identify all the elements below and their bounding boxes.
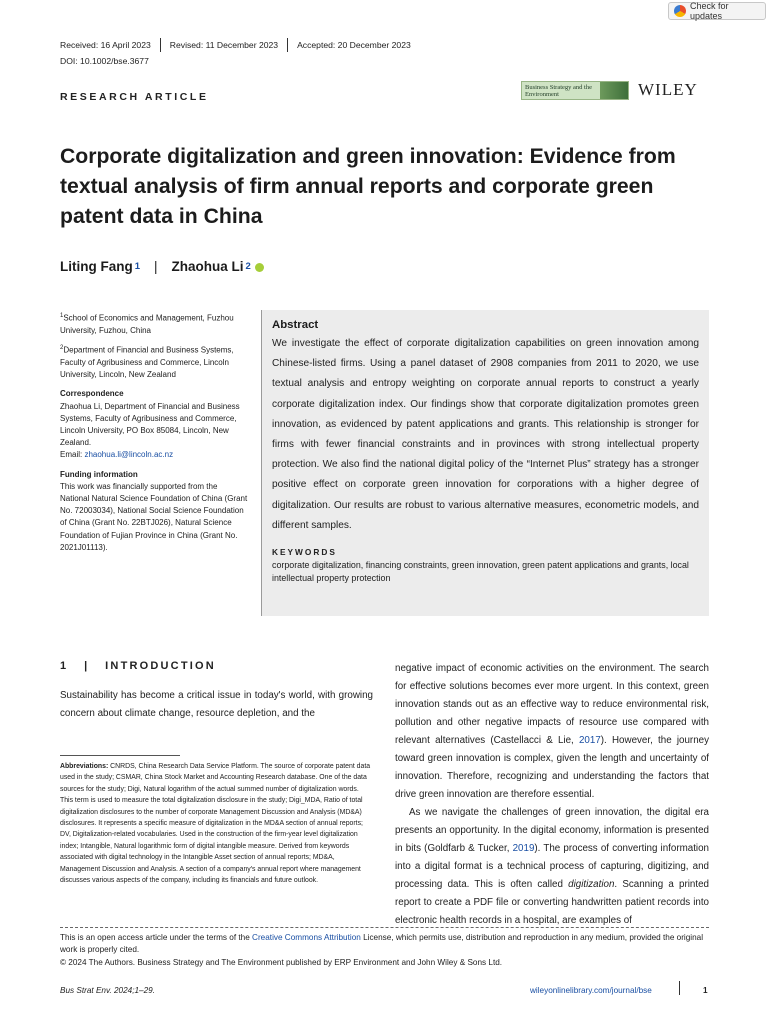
journal-logo: [521, 81, 629, 100]
crossmark-icon: [674, 5, 686, 17]
funding-text: This work was financially supported from the National Natural Science Foundation of China (Grant No. 72003034), National Social Science Foundation of China (Grant No. 22BTJ026), Natural Science Foundation of Fujian Province in China (Grant No. 2021J01113).: [60, 481, 248, 552]
article-dates: [60, 38, 420, 52]
body-text-column-1: Sustainability has become a critical issue in today's world, with growing concern about climate change, resource depletion, and the: [60, 690, 373, 719]
paragraph: negative impact of economic activities on the environment. The search for effective solutions becomes ever more urgent. In this context, green innovation stands out as an effective way to reduce environmental risk, pollution and other negative impacts of resource use compared with relevant alternatives (Castellacci & Lie, 2017). However, the journey toward green innovation is complex, given the length and uncertainty of innovation. Therefore, recognizing and understanding the factors that drive green innovation are therefore essential.: [395, 663, 709, 800]
abstract-body: We investigate the effect of corporate digitalization capabilities on green innovation among Chinese-listed firms. Using a panel dataset of 2908 companies from 2011 to 2020, we use textual analysis and entropy weighting on corporate annual reports to construct a yearly corporate digitalization index. Our findings show that corporate digitalization promotes green innovation, as evidenced by patent applications and grants. This relationship is stronger for firms with fewer financial constraints and in provinces with strong intellectual property protection. We also find the national digital policy of the “Internet Plus” strategy has a stronger positive effect on corporate green innovation for corporations with a higher degree of digitalization. Our results are robust to various alternative measures, econometric models, and different samples.: [272, 338, 699, 531]
keywords-heading: KEYWORDS: [272, 547, 337, 558]
correspondence-text: Zhaohua Li, Department of Financial and Business Systems, Faculty of Agribusiness and Commerce, Lincoln University, PO Box 85084, Lincoln, New Zealand. Email: zhaohua.li@lincoln.ac.nz: [60, 401, 240, 460]
publisher-logo: WILEY: [638, 80, 698, 99]
accepted-date: Accepted: 20 December 2023: [297, 40, 411, 50]
email-link[interactable]: zhaohua.li@lincoln.ac.nz: [84, 450, 174, 460]
footer-divider: [679, 981, 680, 995]
affiliation: $^2$Department of Financial and Business Systems, Faculty of Agribusiness and Commerce, Lincoln University, Lincoln, New Zealand: [60, 345, 234, 380]
citation-link[interactable]: 2019: [512, 843, 535, 854]
keywords-list: corporate digitalization, financing constraints, green innovation, green patent applications and grants, local intellectual property protection: [272, 560, 689, 584]
author-affiliation-mark[interactable]: 1: [134, 261, 141, 272]
abstract-heading: Abstract: [272, 319, 319, 331]
author-separator: |: [154, 259, 158, 274]
affiliation: $^1$School of Economics and Management, Fuzhou University, Fuzhou, China: [60, 313, 234, 335]
author-name[interactable]: Liting Fang: [60, 259, 133, 274]
author-list: [60, 259, 264, 274]
author-name[interactable]: Zhaohua Li: [171, 259, 244, 274]
journal-url-link[interactable]: wileyonlinelibrary.com/journal/bse: [530, 986, 652, 995]
body-text-column-2: [395, 660, 709, 930]
section-heading-introduction: 1 | INTRODUCTION: [60, 660, 216, 672]
doi: DOI: 10.1002/bse.3677: [60, 56, 149, 66]
author-affiliation-mark[interactable]: 2: [245, 261, 251, 272]
journal-logo-text: Business Strategy and the Environment: [525, 83, 592, 98]
check-for-updates-button[interactable]: [668, 2, 766, 20]
page-number: 1: [703, 986, 708, 995]
footnote-divider: [60, 755, 180, 756]
article-type: RESEARCH ARTICLE: [60, 91, 209, 103]
funding-heading: Funding information: [60, 469, 138, 479]
revised-date: Revised: 11 December 2023: [161, 38, 288, 52]
article-title: Corporate digitalization and green innovation: Evidence from textual analysis of firm annual reports and corporate green patent data in China: [60, 145, 676, 228]
copyright-line: © 2024 The Authors. Business Strategy and The Environment published by ERP Environment and John Wiley & Sons Ltd.: [60, 957, 503, 967]
abstract-box: [261, 310, 709, 616]
journal-logo-mark: [600, 82, 628, 99]
check-for-updates-label: Check for updates: [690, 1, 729, 21]
citation-link[interactable]: 2017: [578, 735, 601, 746]
license-notice: This is an open access article under the terms of the Creative Commons Attribution License, which permits use, distribution and reproduction in any medium, provided the original work is properly cited. © 2024 The Authors. Business Strategy and The Environment published by ERP Environment and John Wiley & Sons Ltd.: [60, 933, 704, 967]
orcid-icon[interactable]: [255, 263, 264, 272]
abbreviations-footnote: Abbreviations: CNRDS, China Research Data Service Platform. The source of corporate patent data used in the study; CSMAR, China Stock Market and Accounting Research database. One of the data sources for the study; Digi, Natural logarithm of the actual summed number of digitalization words. This term is used to measure the total digitalization disclosure in the study; Digi_MDA, Ratio of total digitalization disclosures to the number of corporate Management Discussion and Analysis (MD&A) disclosures. It represents a specific measure of digitalization in the MD&A section of annual reports; DV, Digitalization-related vocabularies. Used in the construction of the firm-year level digitalization index; Intangible, Natural logarithmic form of digital intangible measure. Derived from keywords associated with digital technology in the Intangible Asset section of annual reports; MD&A, Management Discussion and Analysis. A section of a company's annual report where management discusses various aspects of the company, including its financials and future outlook.: [60, 763, 371, 885]
author-info-sidebar: [60, 310, 248, 559]
creative-commons-link[interactable]: Creative Commons Attribution: [252, 933, 361, 942]
correspondence-heading: Correspondence: [60, 389, 124, 399]
license-divider: [60, 927, 709, 928]
paragraph: As we navigate the challenges of green innovation, the digital era presents an opportunity. In the digital economy, information is presented in bits (Goldfarb & Tucker, 2019). The process of converting information into a digital format is a technical process of capturing, digitizing, and processing data. This is often called digitization. Scanning a printed report to create a PDF file or converting handwritten patient records into electronic health records in a hospital, are examples of: [395, 807, 710, 926]
journal-citation: Bus Strat Env. 2024;1–29.: [60, 986, 155, 995]
received-date: Received: 16 April 2023: [60, 38, 161, 52]
